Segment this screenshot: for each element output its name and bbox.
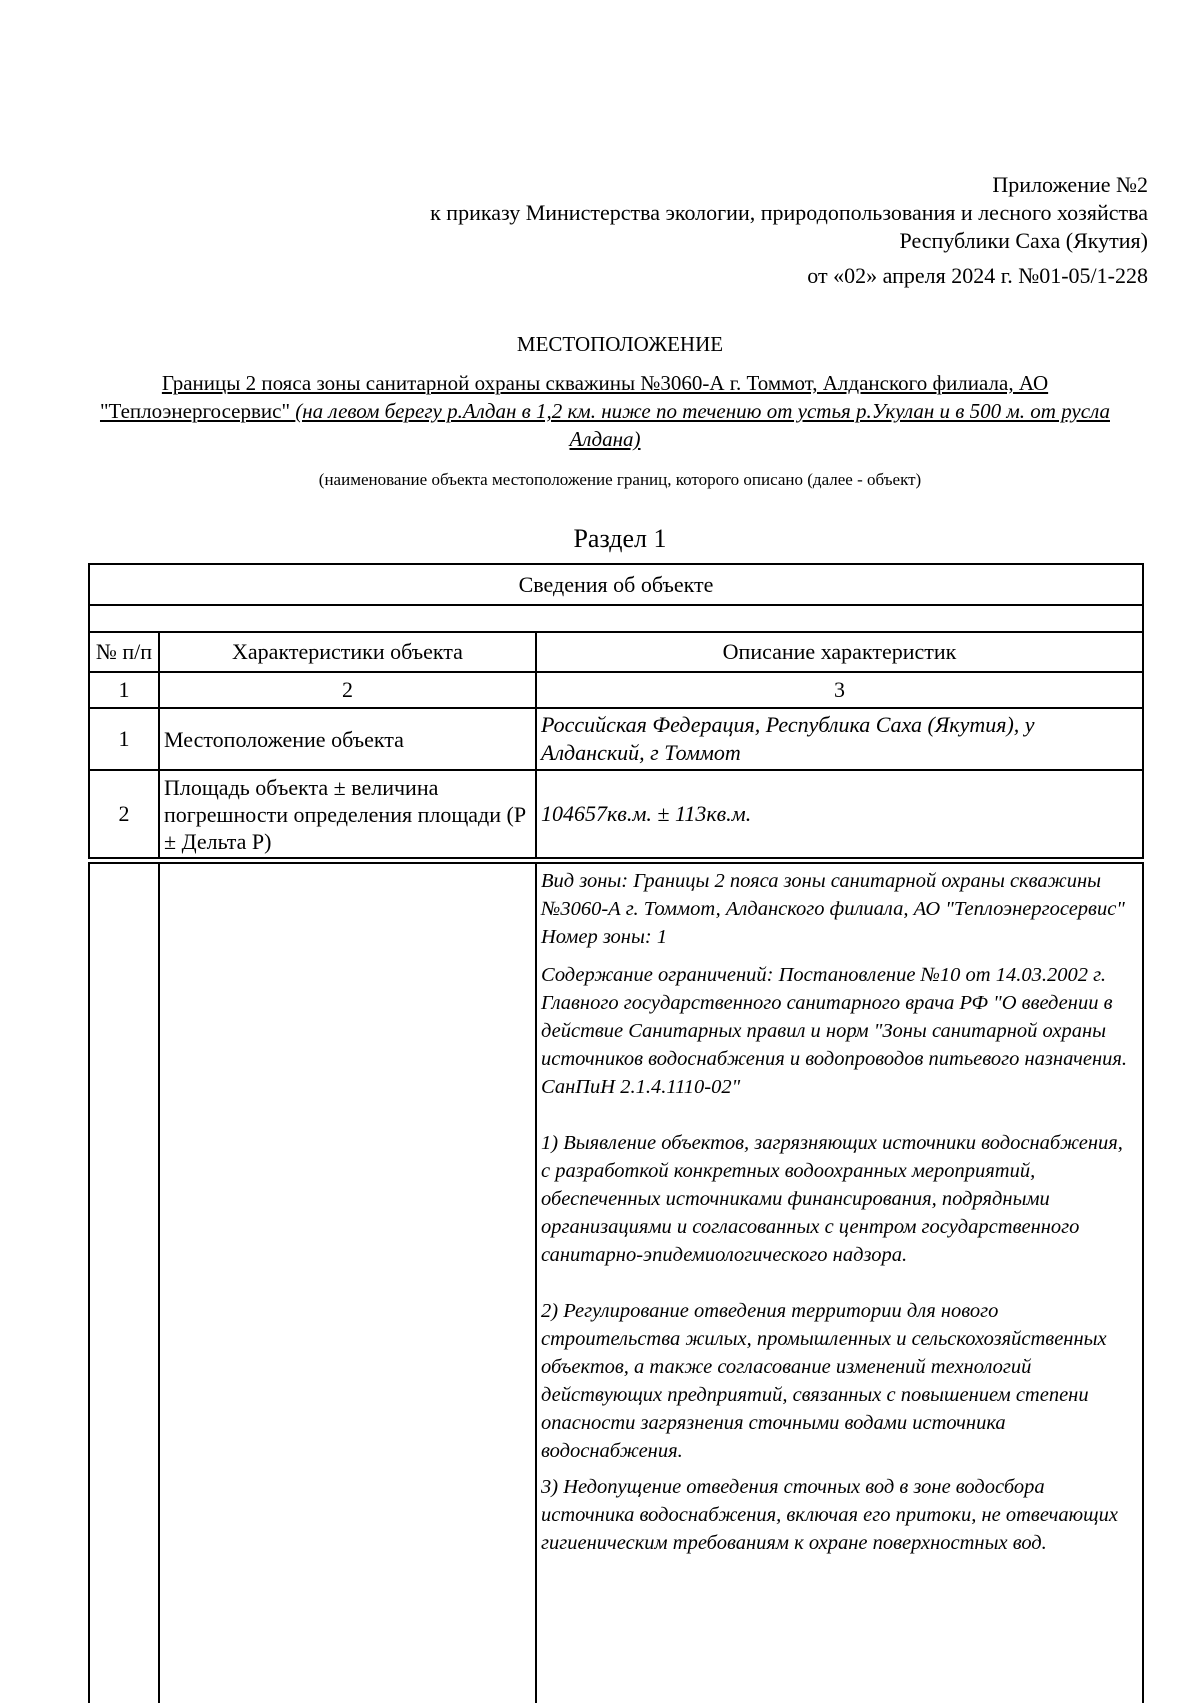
order-date: от «02» апреля 2024 г. №01-05/1-228 (807, 263, 1148, 288)
object-name (70, 369, 1140, 453)
republic-name: Республики Саха (Якутия) (899, 228, 1148, 253)
header-number: № п/п (89, 632, 159, 672)
row-number: 2 (89, 770, 159, 858)
order-reference: к приказу Министерства экологии, природопользования и лесного хозяйства (430, 200, 1148, 225)
column-number: 1 (89, 672, 159, 708)
zone-number: Номер зоны: 1 (541, 926, 668, 948)
row-characteristic: Площадь объекта ± величина погрешности определения площади (Р ± Дельта Р) (159, 770, 536, 858)
row-value: 104657кв.м. ± 113кв.м. (536, 770, 1143, 858)
restriction-item-2: 2) Регулирование отведения территории для нового строительства жилых, промышленных и сельскохозяйственных объектов, а также согласование изменений технологий действующих предприятий, связанных с повышением степени опасности загрязнения сточными водами источника водоснабжения. (541, 1300, 1107, 1462)
zone-details-table (88, 862, 1144, 1703)
zone-description (536, 863, 1143, 1703)
column-number: 2 (159, 672, 536, 708)
column-number: 3 (536, 672, 1143, 708)
restriction-item-3: 3) Недопущение отведения сточных вод в зоне водосбора источника водоснабжения, включая его притоки, не отвечающих гигиеническим требованиям к охране поверхностных вод. (541, 1476, 1118, 1554)
restriction-item-1: 1) Выявление объектов, загрязняющих источники водоснабжения, с разработкой конкретных водоохранных мероприятий, обеспеченных источниками финансирования, подрядными организациями и согласованных с центром государственного санитарно-эпидемиологического надзора. (541, 1132, 1123, 1266)
header-description: Описание характеристик (536, 632, 1143, 672)
section-title: Раздел 1 (573, 524, 667, 553)
document-header (430, 171, 1148, 290)
table-caption: Сведения об объекте (89, 564, 1143, 605)
blank-row (89, 605, 1143, 632)
object-name-text: Границы 2 пояса зоны санитарной охраны скважины №3060-А г. Томмот, Алданского филиала, АО "Теплоэнергосервис" (99, 371, 1049, 423)
row-characteristic: Местоположение объекта (159, 708, 536, 770)
object-location-text: (на левом берегу р.Алдан в 1,2 км. ниже по течению от устья р.Укулан и в 500 м. от русла Алдана) (295, 399, 1110, 451)
empty-cell (89, 863, 159, 1703)
restrictions-content: Содержание ограничений: Постановление №10 от 14.03.2002 г. Главного государственного санитарного врача РФ "О введении в действие Санитарных правил и норм "Зоны санитарной охраны источников водоснабжения и водопроводов питьевого назначения. СанПиН 2.1.4.1110-02" (541, 964, 1128, 1098)
header-characteristics: Характеристики объекта (159, 632, 536, 672)
row-number: 1 (89, 708, 159, 770)
row-value: Российская Федерация, Республика Саха (Якутия), у Алданский, г Томмот (536, 708, 1143, 770)
table-row (89, 708, 1143, 770)
object-name-note: (наименование объекта местоположение границ, которого описано (далее - объект) (318, 470, 922, 489)
zone-type: Вид зоны: Границы 2 пояса зоны санитарной охраны скважины №3060-А г. Томмот, Алданского филиала, АО "Теплоэнергосервис" (541, 870, 1125, 920)
table-row (89, 770, 1143, 858)
page-title: МЕСТОПОЛОЖЕНИЕ (516, 332, 724, 356)
object-info-table (88, 563, 1144, 859)
empty-cell (159, 863, 536, 1703)
appendix-label: Приложение №2 (992, 172, 1148, 197)
